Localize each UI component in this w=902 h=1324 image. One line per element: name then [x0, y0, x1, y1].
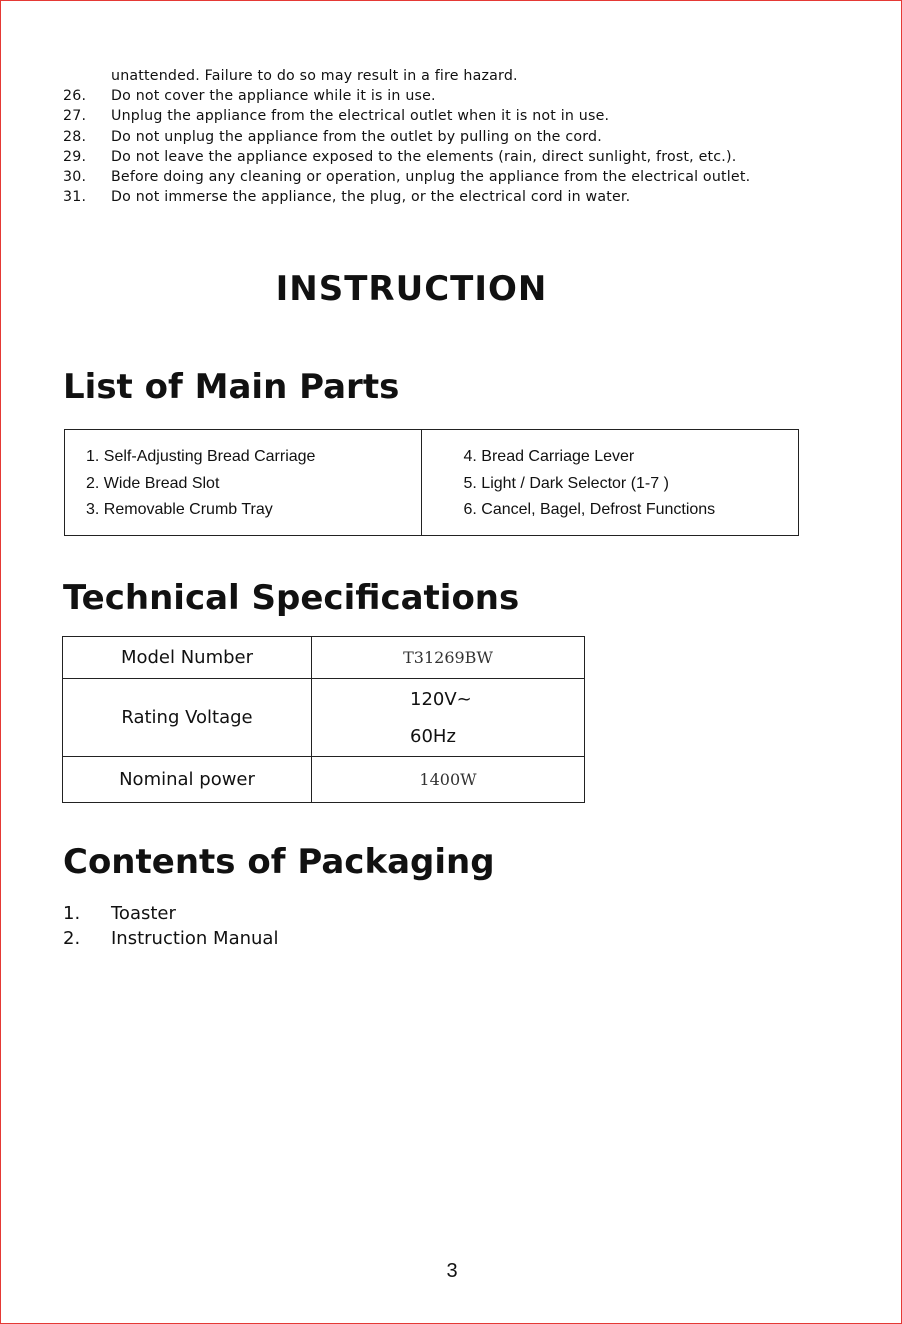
part-item: 1. Self-Adjusting Bread Carriage: [86, 448, 316, 465]
warning-number: 26.: [63, 88, 87, 105]
spec-value: 120V~: [410, 688, 472, 710]
contents-of-packaging-heading: Contents of Packaging: [63, 842, 495, 882]
parts-column-left: [65, 430, 422, 535]
warning-item: [63, 147, 883, 167]
warning-item: [63, 106, 883, 126]
warning-number: 28.: [63, 128, 87, 145]
spec-label: Model Number: [63, 637, 312, 679]
spec-row-power: [63, 757, 585, 803]
technical-specifications-heading: Technical Specifications: [63, 578, 520, 618]
part-item: 2. Wide Bread Slot: [86, 474, 220, 492]
list-number: 1.: [63, 903, 81, 924]
warning-text: Unplug the appliance from the electrical outlet when it is not in use.: [111, 108, 610, 125]
warning-text: Do not unplug the appliance from the outlet by pulling on the cord.: [111, 128, 602, 145]
warning-number: 30.: [63, 168, 87, 185]
packaging-list: [63, 901, 278, 951]
warning-item: [63, 86, 883, 106]
list-item: [63, 901, 278, 926]
parts-column-right: [422, 430, 799, 535]
spec-value: 1400W: [312, 757, 585, 803]
warning-number: 31.: [63, 189, 87, 206]
technical-specifications-table: [62, 636, 585, 803]
list-text: Toaster: [111, 903, 176, 924]
warning-text: Do not immerse the appliance, the plug, or the electrical cord in water.: [111, 189, 631, 206]
warning-item: [63, 127, 883, 147]
spec-value-group: [312, 679, 585, 757]
warning-item: [63, 167, 883, 187]
spec-label: Rating Voltage: [63, 679, 312, 757]
spec-label: Nominal power: [63, 757, 312, 803]
part-item: 5. Light / Dark Selector (1-7 ): [463, 474, 669, 492]
list-text: Instruction Manual: [111, 928, 279, 949]
safety-warnings-list: [63, 66, 883, 207]
part-item: 3. Removable Crumb Tray: [86, 501, 273, 518]
page-number: 3: [446, 1260, 458, 1282]
warning-text: Do not cover the appliance while it is in use.: [111, 88, 436, 105]
instruction-title: INSTRUCTION: [275, 269, 548, 309]
spec-row-model: [63, 637, 585, 679]
main-parts-table: [64, 429, 799, 536]
spec-value: T31269BW: [312, 637, 585, 679]
part-item: 6. Cancel, Bagel, Defrost Functions: [463, 501, 716, 518]
warning-continuation: unattended. Failure to do so may result in a fire hazard.: [111, 68, 518, 84]
spec-value: 60Hz: [410, 725, 456, 747]
warning-item: [63, 187, 883, 207]
warning-text: Do not leave the appliance exposed to the elements (rain, direct sunlight, frost, etc.).: [111, 148, 737, 165]
main-parts-heading: List of Main Parts: [63, 367, 400, 407]
list-number: 2.: [63, 928, 81, 949]
spec-row-voltage: [63, 679, 585, 757]
warning-text: Before doing any cleaning or operation, unplug the appliance from the electrical outlet.: [111, 168, 751, 185]
warning-number: 29.: [63, 148, 87, 165]
warning-number: 27.: [63, 108, 87, 125]
list-item: [63, 926, 278, 951]
part-item: 4. Bread Carriage Lever: [463, 448, 635, 465]
